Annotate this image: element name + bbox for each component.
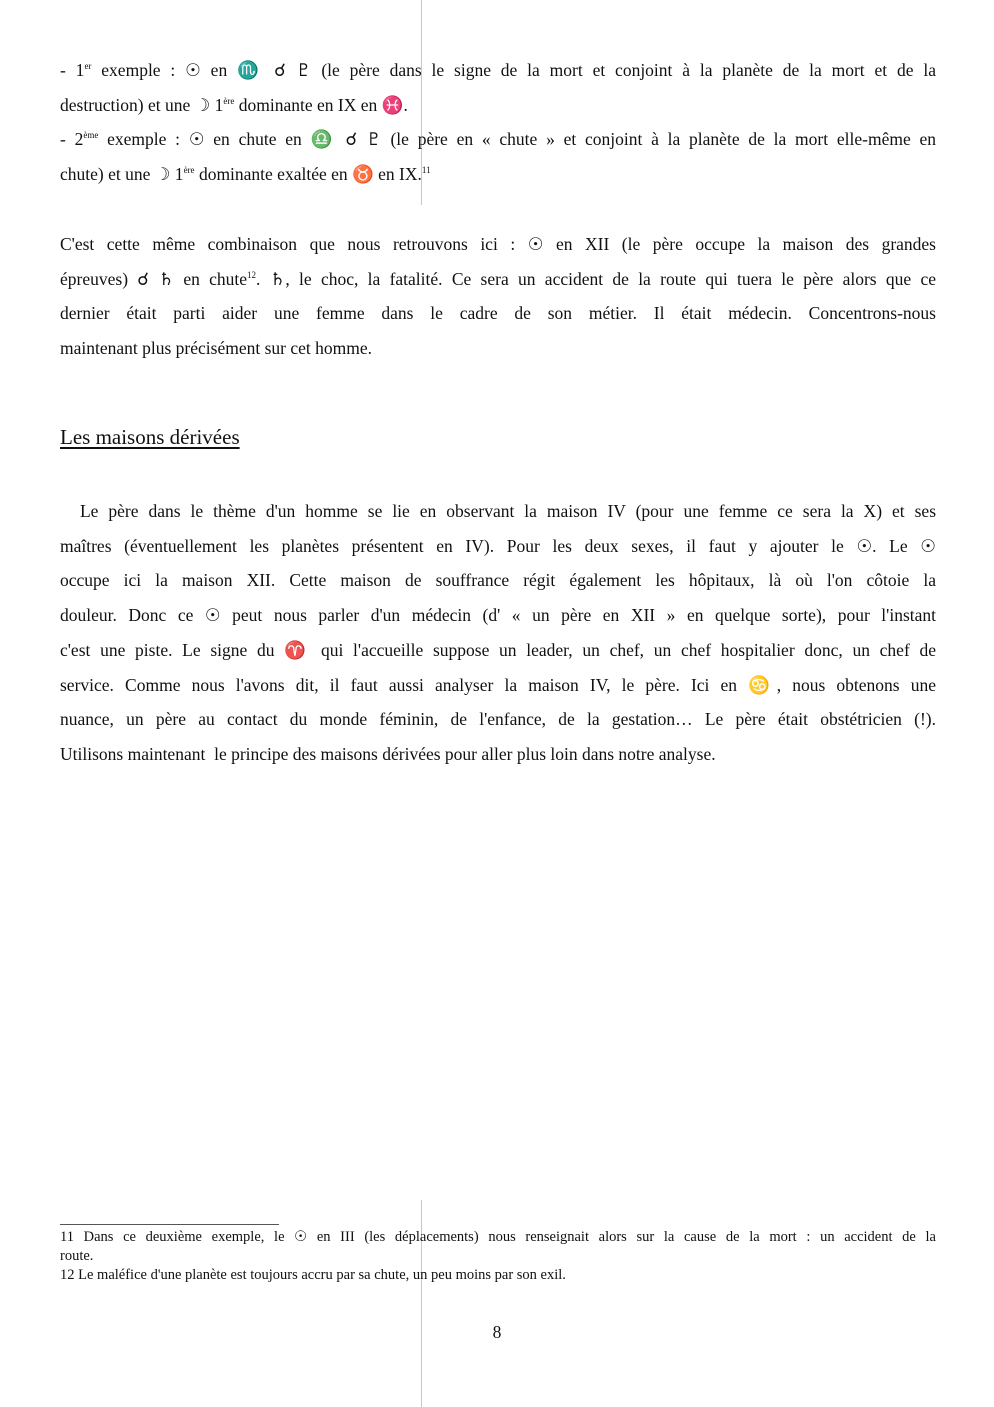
footnotes [60,1228,936,1285]
paragraph-line: c'est une piste. Le signe du ♈ qui l'accueille suppose un leader, un chef, un chef hospitalier donc, un chef de [60,639,936,660]
paragraph-line: service. Comme nous l'avons dit, il faut aussi analyser la maison IV, le père. Ici en ♋, nous obtenons une [60,674,936,695]
combination-paragraph [60,227,936,366]
superscript: ère [183,164,195,175]
footnote-12 [60,1266,936,1285]
paragraph-line: maintenant plus précisément sur cet homme. [60,338,372,359]
footnote-line: 11 Dans ce deuxième exemple, le ☉ en III (les déplacements) nous renseignait alors sur la cause de la mort : un accident de la [60,1229,936,1245]
text: épreuves) ☌ ♄ en chute [60,268,248,289]
paragraph-line: dernier était parti aider une femme dans le cadre de son métier. Il était médecin. Concentrons-nous [60,303,936,324]
footnote-11 [60,1228,936,1266]
page-number: 8 [492,1322,502,1342]
example-1 [60,53,936,122]
text: dominante exaltée en ♉ en IX. [194,163,422,184]
superscript: er [84,61,92,71]
footnote-ref-12[interactable]: 12 [247,269,257,280]
footnote-separator [60,1224,279,1225]
paragraph-line: maîtres (éventuellement les planètes présentent en IV). Pour les deux sexes, il faut y ajouter le ☉. Le ☉ [60,535,936,556]
text: - 2 [60,129,84,149]
section-title: Les maisons dérivées [60,425,240,449]
superscript: ère [223,95,235,106]
paragraph-line: Utilisons maintenant le principe des maisons dérivées pour aller plus loin dans notre analyse. [60,743,716,764]
derived-houses-paragraph [60,494,936,772]
example-2-line-2 [60,157,936,192]
paragraph-line: Le père dans le thème d'un homme se lie en observant la maison IV (pour une femme ce sera la X) et ses [60,501,936,521]
text: - 1 [60,60,85,80]
text: destruction) et une ☽ 1 [60,94,224,115]
text: exemple : ☉ en chute en ♎ ☌ ♇ (le père en « chute » et conjoint à la planète de la mort elle-même en [98,129,937,149]
example-2-line-1 [60,122,936,157]
example-1-line-2 [60,88,936,123]
footnote-line: route. [60,1248,94,1264]
example-1-line-1 [60,53,936,88]
footnote-ref-11[interactable]: 11 [421,164,431,175]
footnote-line: 12 Le maléfice d'une planète est toujours accru par sa chute, un peu moins par son exil. [60,1267,566,1283]
paragraph-line: C'est cette même combinaison que nous retrouvons ici : ☉ en XII (le père occupe la maison des grandes [60,234,936,254]
paragraph-line: douleur. Donc ce ☉ peut nous parler d'un médecin (d' « un père en XII » en quelque sorte), pour l'instant [60,605,936,626]
text: exemple : ☉ en ♏ ☌ ♇ (le père dans le signe de la mort et conjoint à la planète de la mort et de la [91,60,936,80]
example-2 [60,122,936,191]
text: dominante en IX en ♓. [234,94,408,115]
paragraph-line: nuance, un père au contact du monde féminin, de l'enfance, de la gestation… Le père était obstétricien (!). [60,709,936,730]
text: chute) et une ☽ 1 [60,163,184,184]
text: . ♄, le choc, la fatalité. Ce sera un accident de la route qui tuera le père alors que ce [256,268,936,289]
paragraph-line: occupe ici la maison XII. Cette maison de souffrance régit également les hôpitaux, là où l'on côtoie la [60,570,936,591]
superscript: ème [83,130,99,140]
paragraph-line [60,262,936,297]
